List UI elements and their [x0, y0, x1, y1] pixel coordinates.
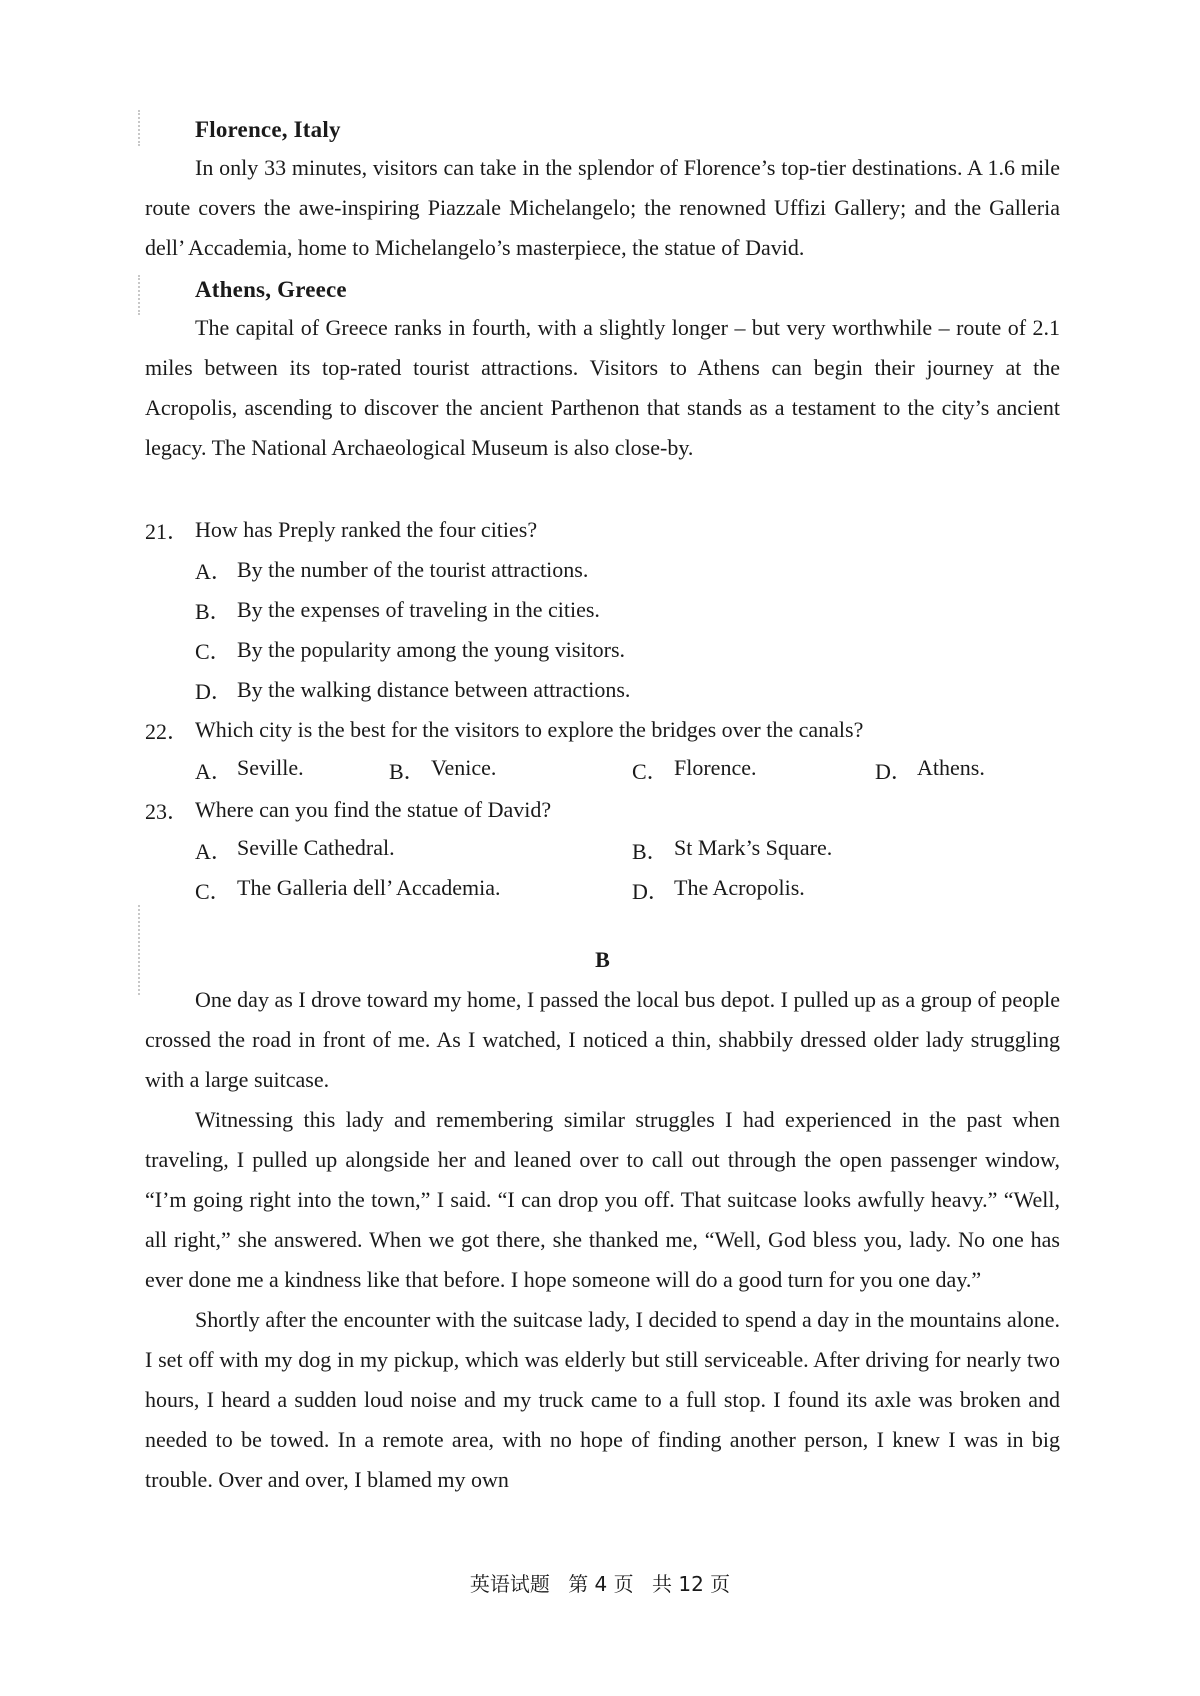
option-letter: A．	[195, 838, 233, 864]
option-23-a	[195, 835, 632, 866]
passage-b-paragraph-2: Witnessing this lady and remembering similar struggles I had experienced in the past when traveling, I pulled up alongside her and leaned over to call out through the open passenger window, “I’m going right into the town,” I said. “I can drop you off. That suitcase looks awfully heavy.” “Well, all right,” she answered. When we got there, she thanked me, “Well, God bless you, lady. No one has ever done me a kindness like that before. I hope someone will do a good turn for you one day.”	[145, 1107, 1060, 1292]
section-athens	[145, 272, 1060, 468]
options-23-row2	[145, 870, 1060, 910]
margin-dotted-line	[138, 110, 142, 146]
florence-paragraph: In only 33 minutes, visitors can take in the splendor of Florence’s top-tier destinations. A 1.6 mile route covers the awe-inspiring Piazzale Michelangelo; the renowned Uffizi Gallery; and the Galleria dell’ Accademia, home to Michelangelo’s masterpiece, the statue of David.	[145, 155, 1060, 260]
option-21-c	[145, 630, 1060, 670]
margin-dotted-line	[138, 275, 142, 315]
athens-paragraph: The capital of Greece ranks in fourth, with a slightly longer – but very worthwhile – route of 2.1 miles between its top-rated tourist attractions. Visitors to Athens can begin their journey at the Acropolis, ascending to discover the ancient Parthenon that stands as a testament to the city’s ancient legacy. The National Archaeological Museum is also close-by.	[145, 315, 1060, 460]
athens-heading: Athens, Greece	[195, 277, 347, 302]
options-22	[145, 750, 1060, 790]
option-text: The Galleria dell’ Accademia.	[237, 874, 501, 900]
option-22-c	[632, 755, 875, 786]
option-text: Athens.	[917, 754, 985, 780]
question-stem: Where can you find the statue of David?	[195, 797, 552, 822]
option-text: By the number of the tourist attractions.	[237, 557, 589, 582]
passage-b	[145, 980, 1060, 1500]
page-footer	[0, 1568, 1200, 1597]
option-23-b	[632, 835, 832, 866]
option-letter: C．	[195, 878, 232, 904]
question-number: 21．	[145, 518, 190, 544]
question-number: 23．	[145, 798, 190, 824]
option-text: By the popularity among the young visitors.	[237, 637, 626, 662]
question-number: 22．	[145, 718, 190, 744]
passage-b-paragraph-1: One day as I drove toward my home, I passed the local bus depot. I pulled up as a group of people crossed the road in front of me. As I watched, I noticed a thin, shabbily dressed older lady struggling with a large suitcase.	[145, 987, 1060, 1092]
option-letter: C．	[632, 758, 669, 784]
option-23-c	[195, 875, 632, 906]
option-text: By the walking distance between attractions.	[237, 677, 631, 702]
option-letter: D．	[875, 758, 913, 784]
option-text: Venice.	[431, 754, 497, 780]
florence-heading: Florence, Italy	[195, 117, 341, 142]
footer-total-pages: 共 12 页	[652, 1572, 731, 1596]
option-text: Seville Cathedral.	[237, 834, 395, 860]
option-text: St Mark’s Square.	[674, 834, 833, 860]
section-florence	[145, 112, 1060, 268]
option-22-b	[389, 755, 632, 786]
questions-block	[145, 510, 1060, 910]
question-23	[145, 790, 1060, 830]
margin-dotted-line	[138, 905, 142, 995]
option-text: The Acropolis.	[674, 874, 805, 900]
options-23-row1	[145, 830, 1060, 870]
option-22-d	[875, 755, 985, 786]
option-text: Florence.	[674, 754, 757, 780]
section-b-label: B	[595, 947, 610, 972]
option-letter: D．	[632, 878, 670, 904]
option-letter: D．	[195, 678, 233, 704]
option-text: Seville.	[237, 754, 304, 780]
option-text: By the expenses of traveling in the cities.	[237, 597, 600, 622]
option-21-a	[145, 550, 1060, 590]
option-letter: B．	[632, 838, 669, 864]
footer-subject: 英语试题	[469, 1572, 550, 1596]
option-letter: B．	[389, 758, 426, 784]
option-23-d	[632, 875, 805, 906]
question-stem: How has Preply ranked the four cities?	[195, 517, 538, 542]
option-letter: B．	[195, 598, 232, 624]
option-21-b	[145, 590, 1060, 630]
option-letter: A．	[195, 558, 233, 584]
exam-page	[145, 112, 1060, 1500]
passage-b-paragraph-3: Shortly after the encounter with the suitcase lady, I decided to spend a day in the mountains alone. I set off with my dog in my pickup, which was elderly but still serviceable. After driving for nearly two hours, I heard a sudden loud noise and my truck came to a full stop. I found its axle was broken and needed to be towed. In a remote area, with no hope of finding another person, I knew I was in big trouble. Over and over, I blamed my own	[145, 1307, 1060, 1492]
footer-page-number: 第 4 页	[568, 1572, 634, 1596]
question-21	[145, 510, 1060, 550]
option-22-a	[195, 755, 389, 786]
option-letter: C．	[195, 638, 232, 664]
question-stem: Which city is the best for the visitors to explore the bridges over the canals?	[195, 717, 864, 742]
option-letter: A．	[195, 758, 233, 784]
option-21-d	[145, 670, 1060, 710]
question-22	[145, 710, 1060, 750]
